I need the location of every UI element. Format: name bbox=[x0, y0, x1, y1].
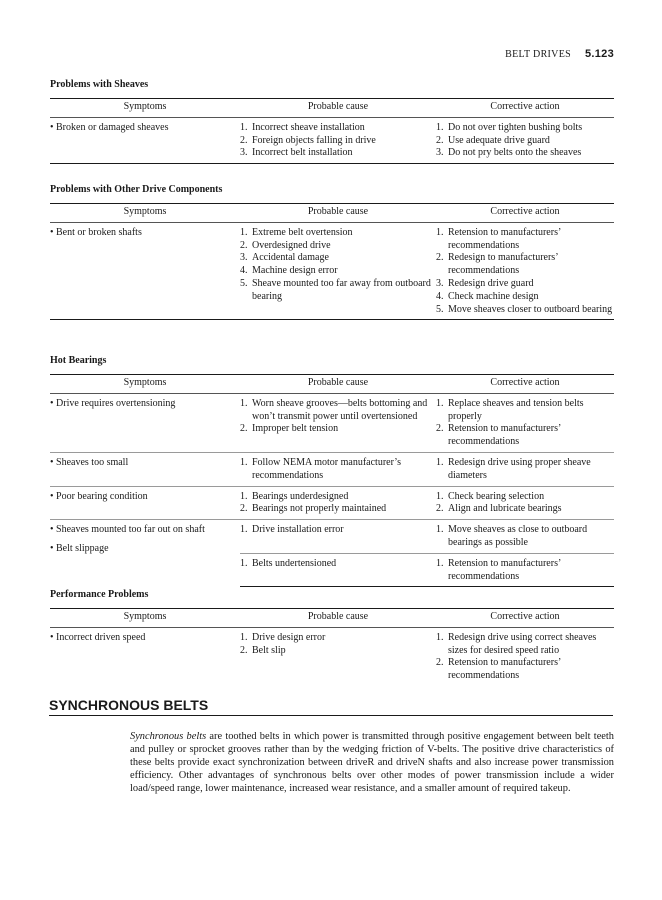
symptoms-cell bbox=[50, 393, 240, 452]
cause-item: 2. Improper belt tension bbox=[240, 423, 339, 435]
symptom-item: • Bent or broken shafts bbox=[50, 227, 240, 240]
action-cell bbox=[436, 393, 614, 452]
section-other-components bbox=[50, 184, 614, 320]
symptoms-cell bbox=[50, 627, 240, 686]
col-header-cause: Probable cause bbox=[240, 375, 436, 394]
troubleshooting-table bbox=[50, 608, 614, 686]
section-title: Performance Problems bbox=[50, 589, 149, 600]
page-number: 5.123 bbox=[584, 48, 614, 60]
table-row bbox=[50, 627, 614, 686]
body-paragraph bbox=[130, 730, 614, 795]
symptoms-cell bbox=[50, 486, 240, 520]
paragraph-text: are toothed belts in which power is transmitted through positive engagement between belt teeth and pulley or sprocket grooves rather than by the wedging friction of V-belts. The positive drive characteristics of these belts provide exact synchronization between driveR and driveN shafts and also increase power transmission efficiency. Other advantages of synchronous belts over other modes of power transmission include a wider load/speed range, lower maintenance, increased wear resistance, and a smaller amount of required takeup. bbox=[130, 731, 615, 794]
action-cell bbox=[436, 627, 614, 686]
symptoms-cell bbox=[50, 520, 240, 587]
cause-item: 2. Overdesigned drive bbox=[240, 239, 331, 251]
col-header-cause: Probable cause bbox=[240, 609, 436, 628]
table-row bbox=[50, 452, 614, 486]
cause-item: 1. Incorrect sheave installation bbox=[240, 121, 365, 133]
troubleshooting-table bbox=[50, 203, 614, 320]
symptom-item: • Belt slippage bbox=[50, 543, 240, 556]
cause-cell bbox=[240, 627, 436, 686]
col-header-symptoms: Symptoms bbox=[50, 99, 240, 118]
action-item: 1. Retension to manufacturers’ recommendations bbox=[436, 557, 561, 582]
action-item: 2. Retension to manufacturers’ recommendations bbox=[436, 423, 561, 448]
col-header-action: Corrective action bbox=[436, 375, 614, 394]
symptoms-cell bbox=[50, 452, 240, 486]
table-row bbox=[50, 393, 614, 452]
cause-item: 3. Accidental damage bbox=[240, 252, 329, 264]
troubleshooting-table bbox=[50, 374, 614, 587]
action-cell bbox=[436, 452, 614, 486]
col-header-symptoms: Symptoms bbox=[50, 375, 240, 394]
cause-cell bbox=[240, 486, 436, 520]
section-heading-synchronous-belts: SYNCHRONOUS BELTS bbox=[49, 697, 613, 716]
section-performance bbox=[50, 589, 614, 686]
action-item: 3. Redesign drive guard bbox=[436, 277, 534, 289]
table-row bbox=[50, 117, 614, 163]
cause-item: 4. Machine design error bbox=[240, 265, 338, 277]
cause-item: 1. Worn sheave grooves—belts bottoming and won’t transmit power until overtensioned bbox=[240, 397, 428, 422]
action-item: 2. Redesign to manufacturers’ recommendations bbox=[436, 252, 558, 277]
symptom-item: • Broken or damaged sheaves bbox=[50, 122, 240, 135]
section-title: Problems with Other Drive Components bbox=[50, 184, 223, 195]
action-cell bbox=[436, 520, 614, 554]
action-cell bbox=[436, 222, 614, 320]
symptom-item: • Incorrect driven speed bbox=[50, 632, 240, 645]
cause-cell bbox=[240, 222, 436, 320]
running-header bbox=[505, 48, 614, 60]
cause-cell bbox=[240, 452, 436, 486]
col-header-cause: Probable cause bbox=[240, 204, 436, 223]
action-item: 2. Align and lubricate bearings bbox=[436, 503, 562, 515]
cause-item: 1. Drive design error bbox=[240, 631, 326, 643]
action-item: 1. Move sheaves as close to outboard bearings as possible bbox=[436, 524, 588, 548]
cause-item: 1. Drive installation error bbox=[240, 524, 344, 536]
troubleshooting-table bbox=[50, 98, 614, 164]
section-hot-bearings bbox=[50, 355, 614, 587]
symptom-item: • Poor bearing condition bbox=[50, 491, 240, 504]
col-header-symptoms: Symptoms bbox=[50, 609, 240, 628]
action-item: 1. Retension to manufacturers’ recommendations bbox=[436, 226, 561, 251]
cause-item: 1. Extreme belt overtension bbox=[240, 226, 353, 238]
symptom-item: • Sheaves too small bbox=[50, 457, 240, 470]
section-title: Problems with Sheaves bbox=[50, 79, 149, 90]
action-cell bbox=[436, 117, 614, 163]
table-row bbox=[50, 486, 614, 520]
action-cell bbox=[436, 553, 614, 587]
col-header-action: Corrective action bbox=[436, 609, 614, 628]
col-header-action: Corrective action bbox=[436, 204, 614, 223]
action-item: 2. Use adequate drive guard bbox=[436, 134, 550, 146]
action-item: 1. Redesign drive using correct sheaves sizes for desired speed ratio bbox=[436, 631, 597, 656]
section-sheaves bbox=[50, 79, 614, 164]
col-header-action: Corrective action bbox=[436, 99, 614, 118]
running-title: BELT DRIVES bbox=[505, 49, 571, 60]
cause-item: 1. Follow NEMA motor manufacturer’s recommendations bbox=[240, 456, 401, 481]
cause-cell bbox=[240, 520, 436, 554]
action-item: 1. Do not over tighten bushing bolts bbox=[436, 121, 583, 133]
cause-item: 2. Foreign objects falling in drive bbox=[240, 134, 376, 146]
symptoms-cell bbox=[50, 117, 240, 163]
cause-item: 2. Belt slip bbox=[240, 644, 286, 656]
action-item: 1. Redesign drive using proper sheave diameters bbox=[436, 456, 591, 481]
action-item: 5. Move sheaves closer to outboard bearing bbox=[436, 303, 613, 315]
section-title: Hot Bearings bbox=[50, 355, 107, 366]
cause-item: 3. Incorrect belt installation bbox=[240, 147, 353, 159]
action-item: 1. Check bearing selection bbox=[436, 490, 545, 502]
action-item: 1. Replace sheaves and tension belts properly bbox=[436, 397, 584, 422]
cause-item: 5. Sheave mounted too far away from outboard bearing bbox=[240, 277, 431, 302]
symptom-item: • Drive requires overtensioning bbox=[50, 398, 240, 411]
col-header-cause: Probable cause bbox=[240, 99, 436, 118]
symptom-item: • Sheaves mounted too far out on shaft bbox=[50, 524, 240, 537]
cause-cell bbox=[240, 393, 436, 452]
cause-cell bbox=[240, 117, 436, 163]
table-row bbox=[50, 520, 614, 554]
action-item: 4. Check machine design bbox=[436, 290, 539, 302]
cause-item: 1. Belts undertensioned bbox=[240, 557, 337, 569]
action-item: 2. Retension to manufacturers’ recommendations bbox=[436, 657, 561, 682]
symptoms-cell bbox=[50, 222, 240, 320]
cause-item: 1. Bearings underdesigned bbox=[240, 490, 349, 502]
action-cell bbox=[436, 486, 614, 520]
cause-item: 2. Bearings not properly maintained bbox=[240, 503, 387, 515]
lead-term: Synchronous belts bbox=[130, 731, 207, 742]
action-item: 3. Do not pry belts onto the sheaves bbox=[436, 147, 582, 159]
cause-cell bbox=[240, 553, 436, 587]
col-header-symptoms: Symptoms bbox=[50, 204, 240, 223]
table-row bbox=[50, 222, 614, 320]
